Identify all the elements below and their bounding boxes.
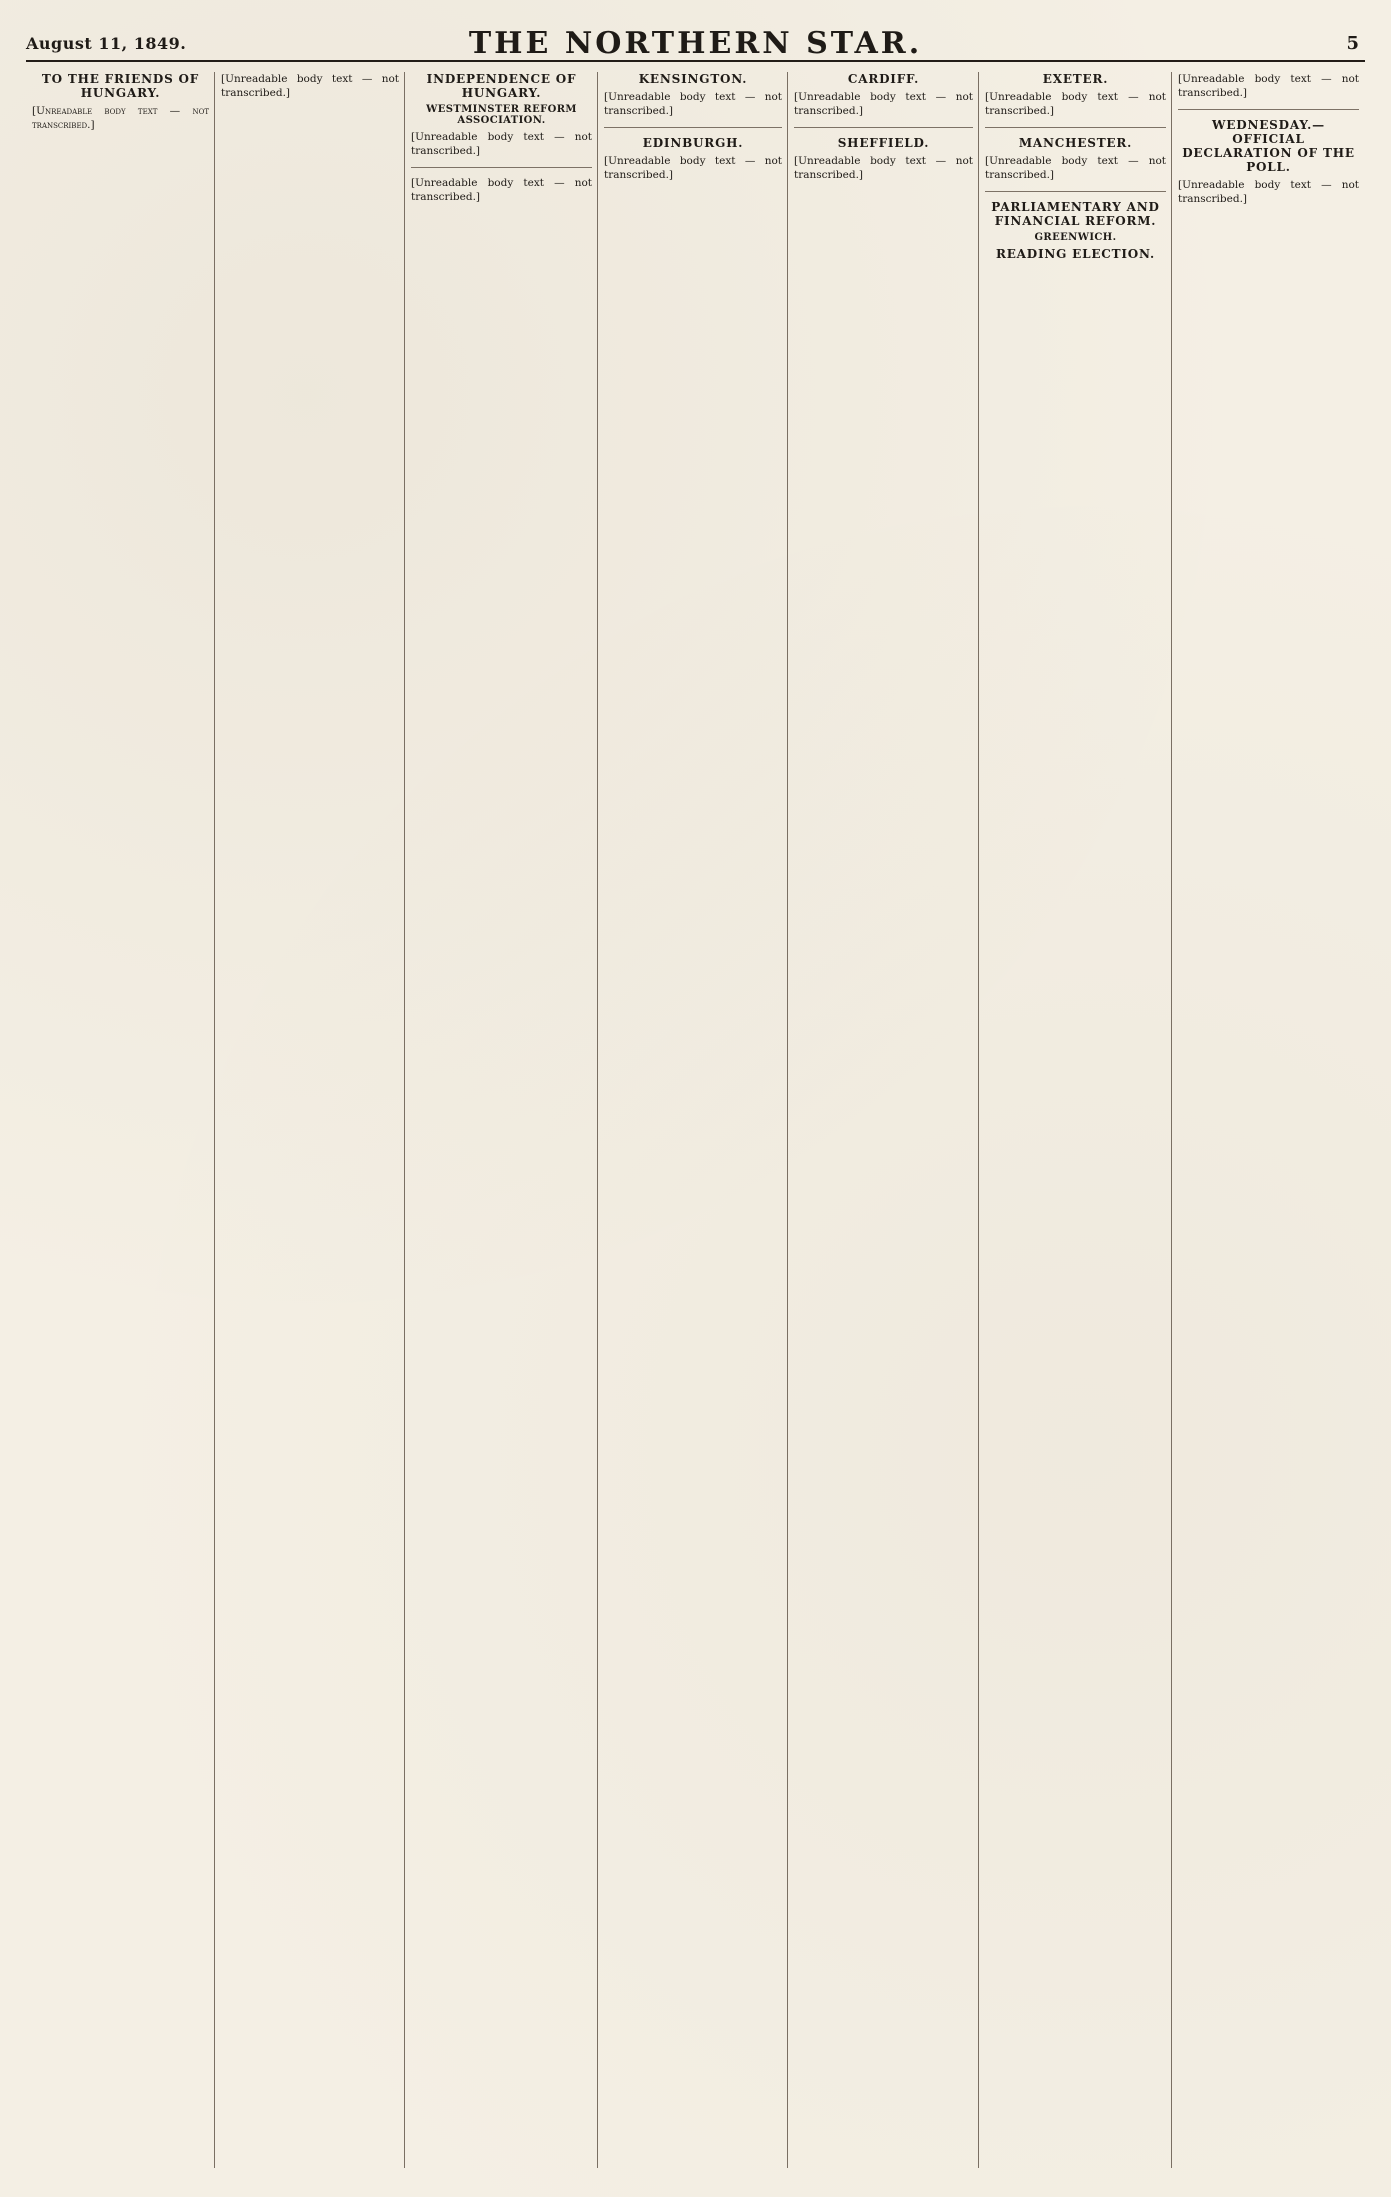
column-5-body-primary: [Unreadable body text — not transcribed.]	[794, 91, 977, 118]
masthead	[26, 26, 1365, 62]
column-6-body-primary: [Unreadable body text — not transcribed.]	[985, 91, 1170, 118]
column-6-heading-e: READING ELECTION.	[995, 246, 1156, 261]
column-1-heading: TO THE FRIENDS OF HUNGARY.	[41, 72, 200, 100]
column-3-heading: INDEPENDENCE OF HUNGARY.	[426, 72, 577, 100]
column-3-subheading: WESTMINSTER REFORM ASSOCIATION.	[426, 104, 577, 126]
column-6-heading-d: GREENWICH.	[1034, 231, 1117, 243]
column-3-rule	[411, 167, 592, 168]
column-5-rule	[794, 127, 973, 128]
issue-date: August 11, 1849.	[26, 34, 187, 53]
column-6	[979, 72, 1172, 2168]
column-4-heading-a: KENSINGTON.	[638, 72, 748, 86]
column-6-body-secondary: [Unreadable body text — not transcribed.]	[985, 154, 1170, 182]
column-5-heading-a: CARDIFF.	[847, 72, 920, 86]
column-7	[1172, 72, 1365, 2168]
column-1-body: [Unreadable body text — not transcribed.]	[32, 105, 213, 132]
column-2	[215, 72, 405, 2168]
column-7-rule	[1178, 109, 1359, 110]
column-4-body-primary: [Unreadable body text — not transcribed.]	[604, 91, 786, 118]
column-7-body-primary: [Unreadable body text — not transcribed.]	[1178, 73, 1363, 100]
column-7-heading-a: WEDNESDAY.—OFFICIAL DECLARATION OF THE POLL.	[1182, 117, 1355, 174]
newspaper-title: THE NORTHERN STAR.	[468, 26, 923, 61]
column-3-body-primary: [Unreadable body text — not transcribed.]	[411, 131, 596, 158]
column-5-body-secondary: [Unreadable body text — not transcribed.]	[794, 154, 977, 182]
column-6-rule-a	[985, 127, 1166, 128]
column-6-heading-b: MANCHESTER.	[1018, 135, 1133, 150]
column-4-body-secondary: [Unreadable body text — not transcribed.]	[604, 154, 786, 182]
column-6-heading-a: EXETER.	[1042, 72, 1109, 86]
column-4-heading-b: EDINBURGH.	[642, 135, 744, 150]
column-2-body: [Unreadable body text — not transcribed.]	[221, 73, 403, 100]
column-6-heading-c: PARLIAMENTARY AND FINANCIAL REFORM.	[991, 199, 1160, 228]
column-3	[405, 72, 598, 2168]
column-4-rule	[604, 127, 782, 128]
column-5	[788, 72, 979, 2168]
column-6-rule-b	[985, 191, 1166, 192]
page-number: 5	[1346, 33, 1359, 54]
column-5-heading-b: SHEFFIELD.	[837, 135, 930, 150]
column-3-body-secondary: [Unreadable body text — not transcribed.]	[411, 176, 596, 204]
column-4	[598, 72, 788, 2168]
column-7-body-secondary: [Unreadable body text — not transcribed.]	[1178, 178, 1363, 206]
article-columns	[26, 72, 1365, 2168]
column-1	[26, 72, 215, 2168]
